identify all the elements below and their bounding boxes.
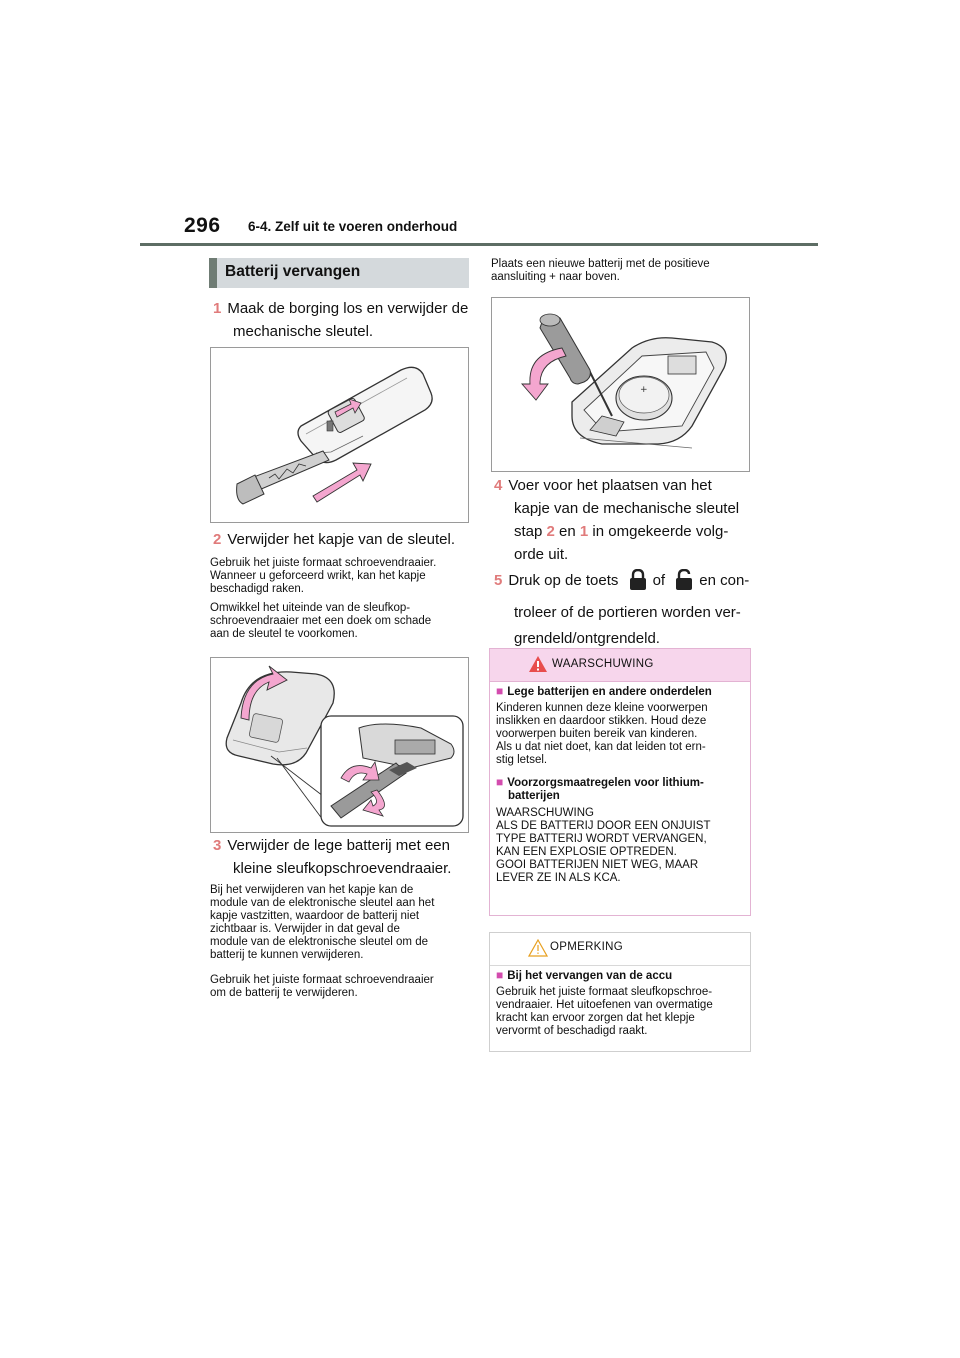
warning-triangle-icon bbox=[528, 655, 548, 678]
notice-bullet-1-text bbox=[496, 986, 746, 1038]
note-line: Wanneer u geforceerd wrikt, kan het kapje bbox=[210, 570, 426, 582]
text-line: GOOI BATTERIJEN NIET WEG, MAAR bbox=[496, 859, 699, 871]
warning-bullet-1-text bbox=[496, 702, 746, 767]
unlock-icon bbox=[675, 569, 693, 600]
section-heading bbox=[209, 258, 469, 288]
text-line: stig letsel. bbox=[496, 754, 548, 766]
note-line: Gebruik het juiste formaat schroevendraaier bbox=[210, 974, 434, 986]
note-line: kapje vastzitten, waardoor de batterij niet bbox=[210, 910, 420, 922]
text: stap bbox=[514, 523, 547, 540]
notice-body bbox=[496, 969, 746, 1038]
step-1-text-2: mechanische sleutel. bbox=[233, 323, 374, 340]
cover-removal-illustration bbox=[211, 658, 468, 832]
warning-title: WAARSCHUWING bbox=[552, 658, 654, 670]
note-line: zichtbaar is. Verwijder in dat geval de bbox=[210, 923, 400, 935]
step-2-text: Verwijder het kapje van de sleutel. bbox=[227, 531, 455, 548]
step-1-text-1: Maak de borging los en verwijder de bbox=[227, 300, 469, 317]
text-line: vervormt of beschadigd raakt. bbox=[496, 1025, 648, 1037]
note-3b bbox=[210, 974, 474, 1000]
note-line: Omwikkel het uiteinde van de sleufkop- bbox=[210, 602, 411, 614]
step-1-number: 1 bbox=[213, 300, 222, 317]
note-line: Plaats een nieuwe batterij met de positieve bbox=[491, 258, 710, 270]
warning-box bbox=[489, 648, 751, 916]
step-4-number: 4 bbox=[494, 477, 503, 494]
text-line: WAARSCHUWING bbox=[496, 807, 594, 819]
step-4-line-1: Voer voor het plaatsen van het bbox=[508, 477, 712, 494]
note-3a bbox=[210, 884, 474, 962]
text: Lege batterijen en andere onderdelen bbox=[507, 686, 712, 698]
text-line: Kinderen kunnen deze kleine voorwerpen bbox=[496, 702, 708, 714]
warning-header bbox=[490, 649, 750, 682]
text: batterijen bbox=[508, 790, 560, 802]
step-4-line-2: kapje van de mechanische sleutel bbox=[514, 500, 740, 517]
key-fob-illustration bbox=[211, 348, 468, 522]
text-line: TYPE BATTERIJ WORDT VERVANGEN, bbox=[496, 833, 707, 845]
intro-note bbox=[491, 258, 753, 284]
svg-text:+: + bbox=[640, 385, 648, 395]
heading-text: Batterij vervangen bbox=[225, 263, 361, 280]
step-2-number: 2 bbox=[213, 531, 222, 548]
text-line: KAN EEN EXPLOSIE OPTREDEN. bbox=[496, 846, 677, 858]
warning-bullet-2-title: ■ Voorzorgsmaatregelen voor lithium- batterijen bbox=[496, 776, 746, 803]
step-1 bbox=[213, 297, 473, 343]
step-5 bbox=[494, 568, 756, 652]
step-4 bbox=[494, 474, 756, 566]
text-line: LEVER ZE IN ALS KCA. bbox=[496, 872, 621, 884]
text-line: Gebruik het juiste formaat sleufkopschroe- bbox=[496, 986, 713, 998]
step-5-text-b: of bbox=[652, 572, 666, 589]
caution-triangle-icon bbox=[528, 939, 548, 962]
header-rule bbox=[140, 243, 818, 246]
note-line: aansluiting + naar boven. bbox=[491, 271, 620, 283]
figure-remove-mechanical-key bbox=[210, 347, 469, 523]
battery-insert-illustration bbox=[492, 298, 749, 471]
page-number: 296 bbox=[184, 214, 221, 237]
text-line: inslikken en daardoor stikken. Houd deze bbox=[496, 715, 707, 727]
lock-icon bbox=[629, 569, 647, 600]
note-2a bbox=[210, 557, 472, 596]
step-ref-1: 1 bbox=[579, 523, 589, 540]
notice-title: OPMERKING bbox=[550, 941, 623, 953]
step-5-line-3: grendeld/ontgrendeld. bbox=[514, 630, 660, 647]
step-2 bbox=[213, 528, 455, 551]
note-line: om de batterij te verwijderen. bbox=[210, 987, 358, 999]
note-line: batterij te kunnen verwijderen. bbox=[210, 949, 364, 961]
step-5-number: 5 bbox=[494, 572, 503, 589]
text-line: Als u dat niet doet, kan dat leiden tot ern- bbox=[496, 741, 706, 753]
text: Bij het vervangen van de accu bbox=[507, 970, 673, 982]
text-line: voorwerpen buiten bereik van kinderen. bbox=[496, 728, 698, 740]
step-5-text-a: Druk op de toets bbox=[508, 572, 619, 589]
step-5-text-c: en con- bbox=[699, 572, 750, 589]
notice-header bbox=[490, 933, 750, 966]
note-line: schroevendraaier met een doek om schade bbox=[210, 615, 432, 627]
step-3-text-1: Verwijder de lege batterij met een bbox=[227, 837, 450, 854]
step-4-line-3 bbox=[494, 520, 756, 543]
text: en bbox=[554, 523, 580, 540]
note-line: aan de sleutel te voorkomen. bbox=[210, 628, 358, 640]
step-3 bbox=[213, 834, 475, 880]
warning-body bbox=[496, 685, 746, 885]
note-line: module van de elektronische sleutel aan het bbox=[210, 897, 435, 909]
note-line: beschadigd raken. bbox=[210, 583, 304, 595]
warning-bullet-2-text bbox=[496, 807, 746, 885]
note-line: Bij het verwijderen van het kapje kan de bbox=[210, 884, 414, 896]
text: Voorzorgsmaatregelen voor lithium- bbox=[507, 777, 704, 789]
step-ref-2: 2 bbox=[546, 523, 555, 540]
note-line: Gebruik het juiste formaat schroevendraaier. bbox=[210, 557, 437, 569]
step-4-line-4: orde uit. bbox=[514, 546, 569, 563]
figure-remove-cover bbox=[210, 657, 469, 833]
step-3-text-2: kleine sleufkopschroevendraaier. bbox=[233, 860, 452, 877]
section-title: 6-4. Zelf uit te voeren onderhoud bbox=[248, 219, 458, 234]
notice-bullet-1-title: ■ Bij het vervangen van de accu bbox=[496, 968, 673, 982]
step-3-number: 3 bbox=[213, 837, 222, 854]
text: in omgekeerde volg- bbox=[588, 523, 729, 540]
warning-bullet-1-title: ■ Lege batterijen en andere onderdelen bbox=[496, 684, 712, 698]
note-line: module van de elektronische sleutel om de bbox=[210, 936, 428, 948]
heading-bar bbox=[209, 258, 217, 288]
text-line: kracht kan ervoor zorgen dat het klepje bbox=[496, 1012, 695, 1024]
figure-insert-battery bbox=[491, 297, 750, 472]
note-2b bbox=[210, 602, 472, 641]
text-line: ALS DE BATTERIJ DOOR EEN ONJUIST bbox=[496, 820, 711, 832]
step-5-line-2: troleer of de portieren worden ver- bbox=[514, 604, 741, 621]
notice-box bbox=[489, 932, 751, 1052]
text-line: vendraaier. Het uitoefenen van overmatige bbox=[496, 999, 713, 1011]
